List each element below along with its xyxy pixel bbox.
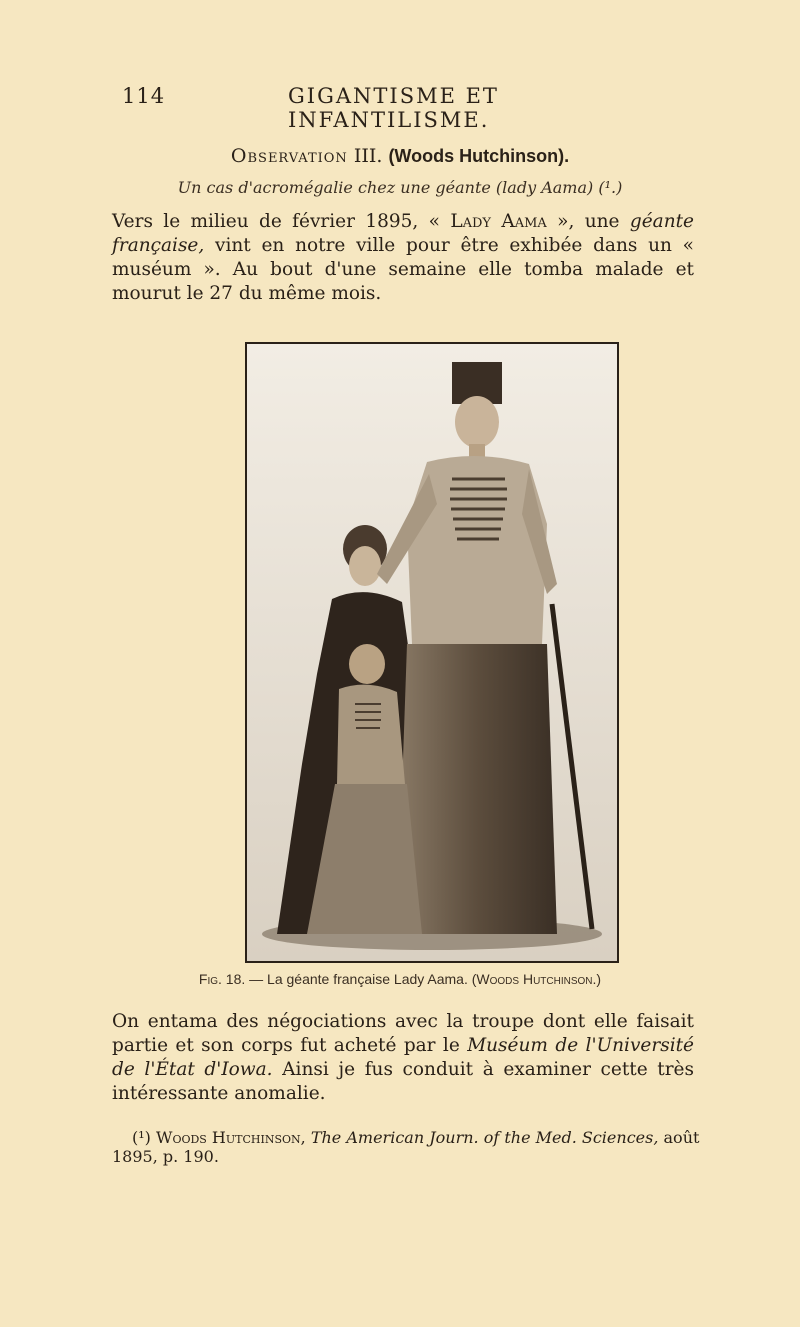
observation-subtitle: Un cas d'acromégalie chez une géante (lady Aama) (¹.) [177,178,623,197]
paragraph-negotiations [112,1010,694,1106]
observation-number: III. [353,145,383,167]
footnote-rest: août 1895, p. 190. [112,1128,700,1166]
p1-text-a: Vers le milieu de février 1895, « [112,211,440,232]
p2-italic: Muséum de l'Université de l'État d'Iowa. [112,1035,694,1080]
caption-end: .) [592,971,602,987]
figure-caption [0,971,800,987]
footnote-journal: The American Journ. of the Med. Sciences, [310,1128,659,1147]
observation-heading [0,145,800,167]
observation-author: (Woods Hutchinson). [388,146,570,166]
observation-label: Observation [230,145,348,167]
footnote [112,1128,702,1166]
p1-italic: géante française, [112,211,694,256]
caption-author: Woods Hutchinson [476,971,593,987]
running-title: GIGANTISME ET INFANTILISME. [288,84,499,132]
caption-text: — La géante française Lady Aama. ( [249,971,477,987]
p2-text-a: On entama des négociations avec la troupe dont elle faisait partie et son corps fut acheté par le [112,1011,694,1056]
paragraph-intro [112,210,694,306]
p1-lady-name: Lady Aama [450,211,547,232]
photo-illustration [247,344,617,961]
p1-text-b: », une [557,211,620,232]
page-header [122,84,602,132]
figure-photograph [245,342,619,963]
footnote-marker: (¹) [132,1128,151,1147]
p1-text-c: vint en notre ville pour être exhibée dans un « muséum ». Au bout d'une semaine elle tomba malade et mourut le 27 du même mois. [112,235,694,304]
caption-label: Fig. 18. [198,971,246,987]
p2-text-b: Ainsi je fus conduit à examiner cette très intéressante anomalie. [112,1059,694,1104]
footnote-author: Woods Hutchinson, [156,1128,306,1147]
page-number: 114 [122,84,166,108]
